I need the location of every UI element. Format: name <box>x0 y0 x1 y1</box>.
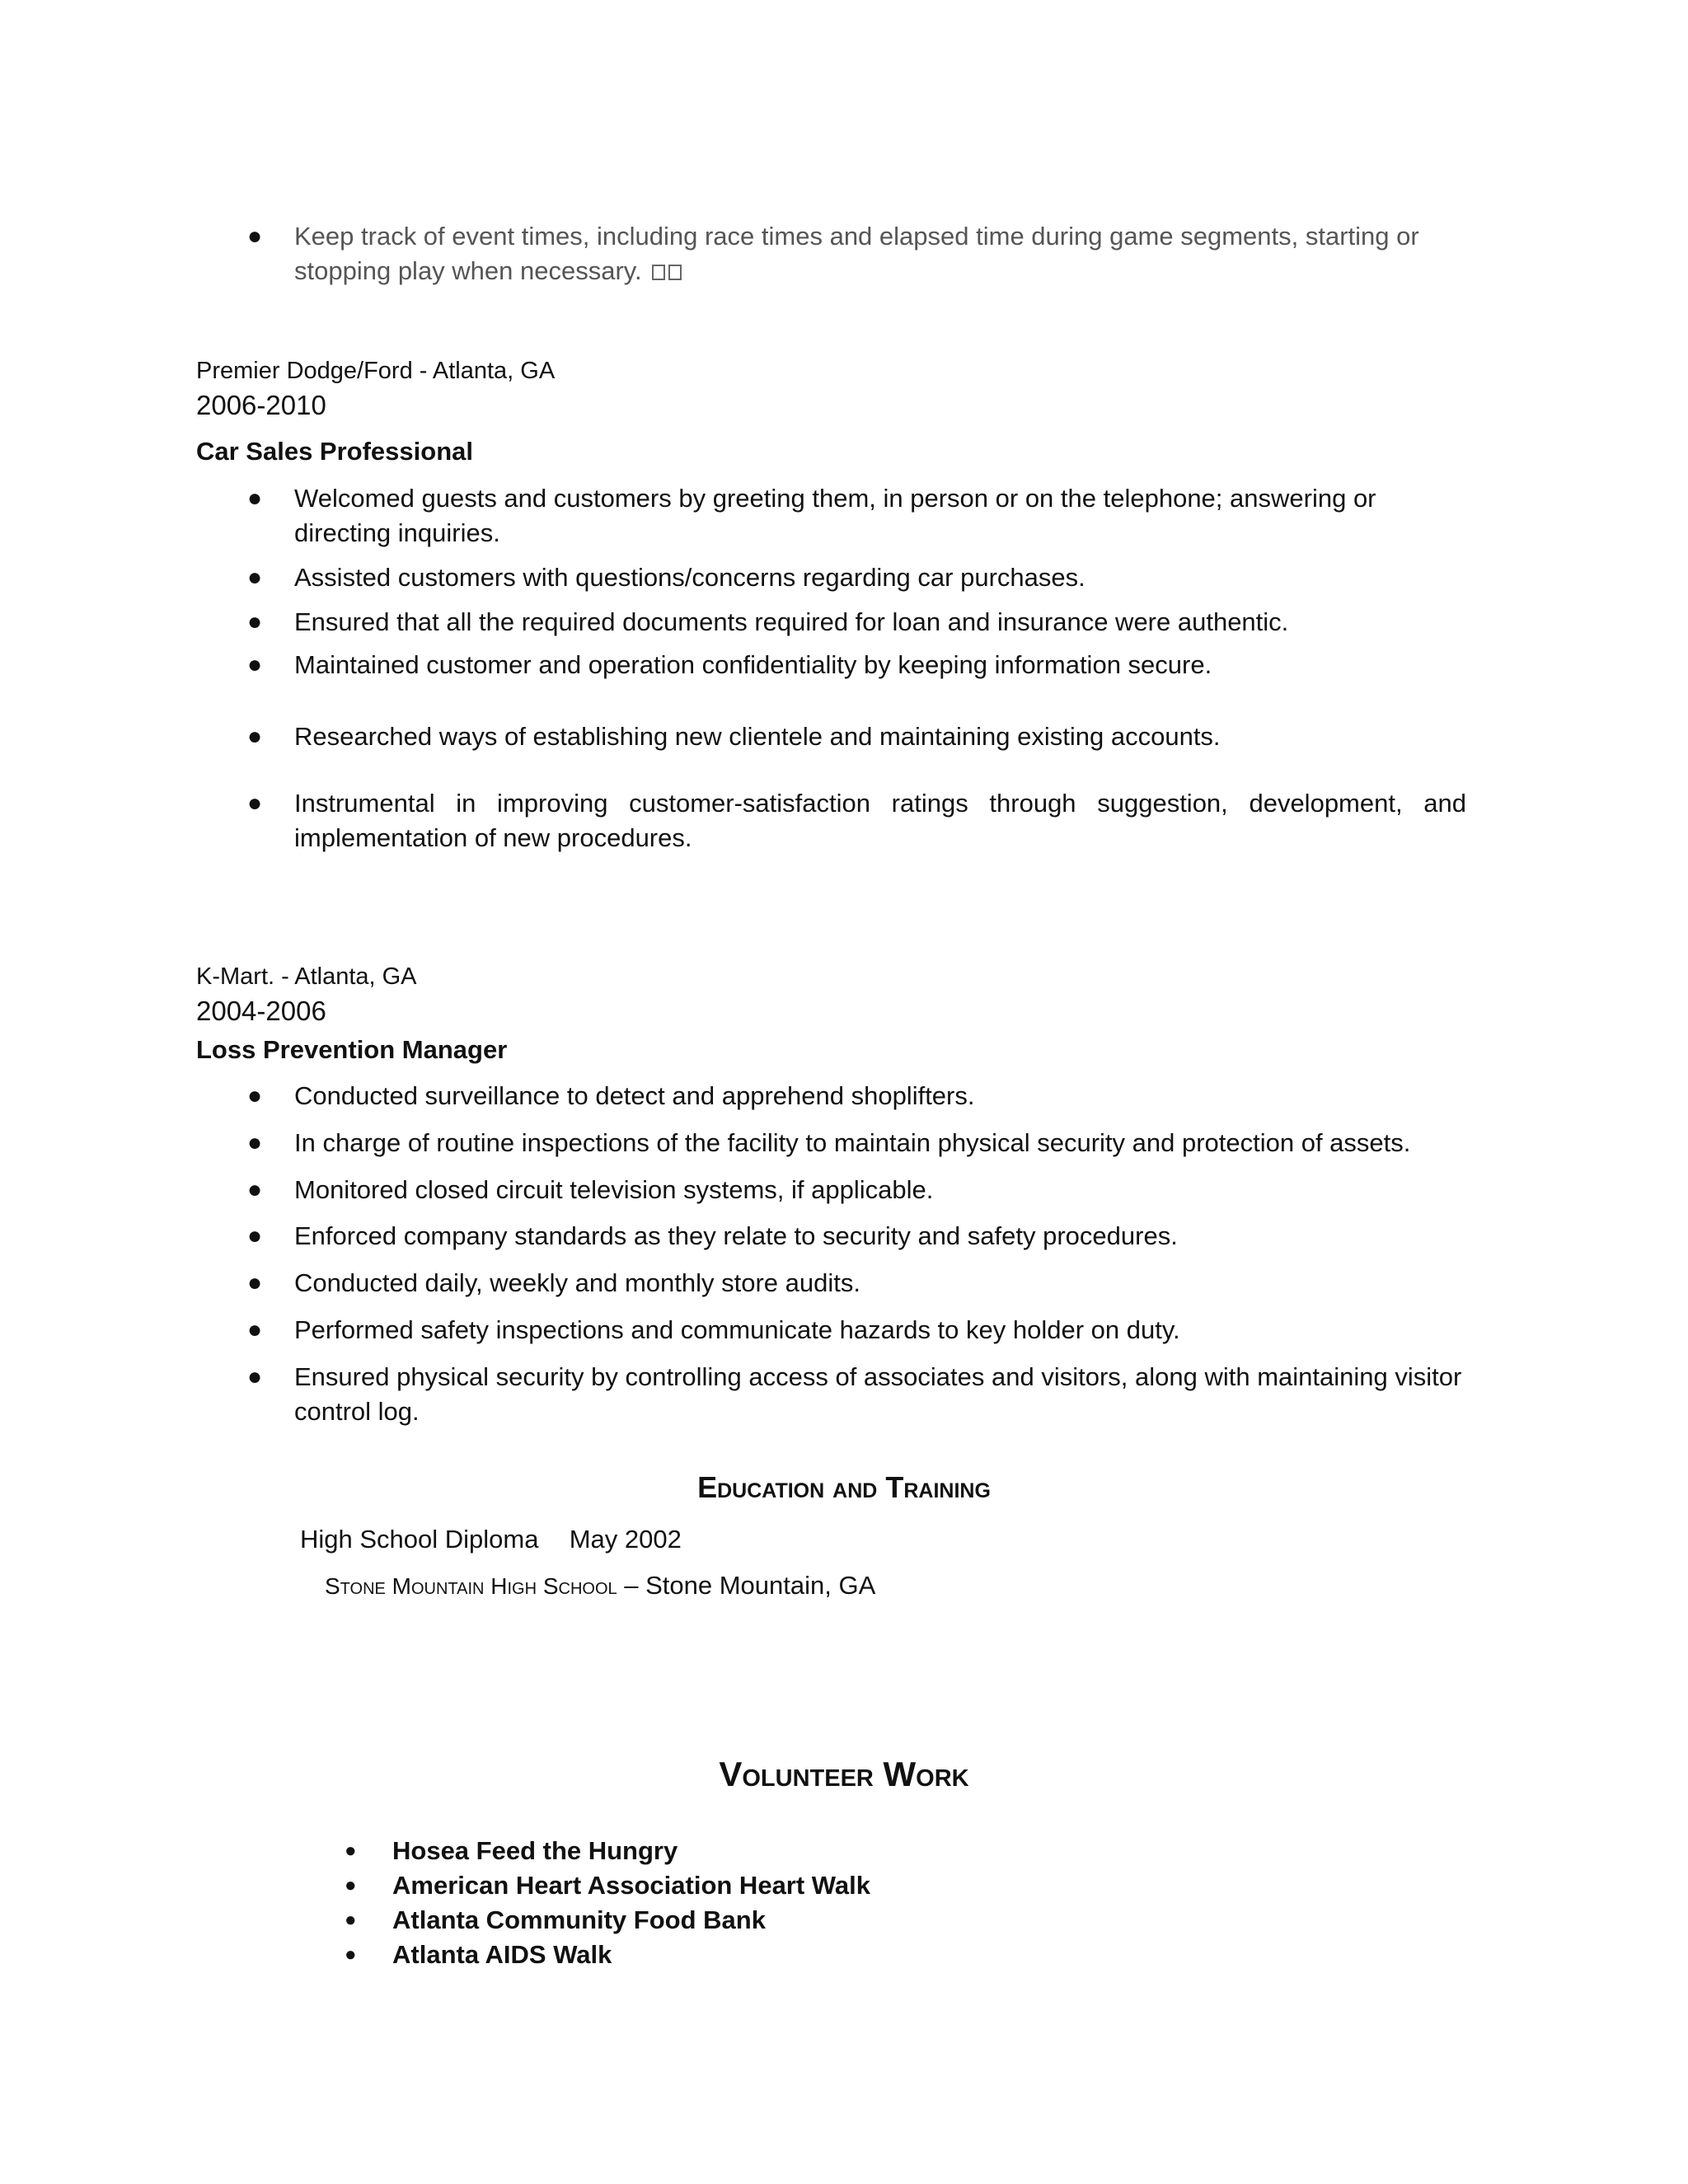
intro-bullet-label: Keep track of event times, including race times and elapsed time during game segments, starting or stopping play when necessary. <box>294 222 1419 285</box>
bullet-icon: ● <box>247 1082 263 1109</box>
bullet-icon: ● <box>247 790 263 817</box>
job-title: Car Sales Professional <box>196 437 473 466</box>
missing-glyph-icon <box>652 265 665 280</box>
bullet-icon: ● <box>247 1222 263 1249</box>
education-school-line <box>325 1568 875 1604</box>
company-name: Premier Dodge/Ford - Atlanta, GA <box>196 358 556 384</box>
bullet-text: Performed safety inspections and communicate hazards to key holder on duty. <box>294 1315 1180 1344</box>
bullet-icon: ● <box>345 1909 357 1931</box>
bullet-icon: ● <box>345 1840 357 1862</box>
volunteer-item: Atlanta Community Food Bank <box>392 1905 766 1934</box>
bullet-icon: ● <box>247 651 263 678</box>
bullet-text: Maintained customer and operation confidentiality by keeping information secure. <box>294 650 1212 679</box>
school-name: Stone Mountain High School <box>325 1573 617 1599</box>
school-location: Stone Mountain, GA <box>645 1571 876 1600</box>
degree-date: May 2002 <box>569 1525 682 1554</box>
bullet-icon: ● <box>247 723 263 750</box>
bullet-text: In charge of routine inspections of the facility to maintain physical security and protection of assets. <box>294 1128 1411 1157</box>
job-dates: 2004-2006 <box>196 996 326 1026</box>
degree-name: High School Diploma <box>300 1525 539 1554</box>
bullet-icon: ● <box>345 1943 357 1966</box>
education-degree-line <box>300 1522 682 1557</box>
school-separator: – <box>617 1571 646 1600</box>
bullet-text: Ensured that all the required documents required for loan and insurance were authentic. <box>294 607 1289 636</box>
bullet-text: Conducted daily, weekly and monthly store audits. <box>294 1268 860 1297</box>
bullet-icon: ● <box>247 1363 263 1390</box>
bullet-text: Welcomed guests and customers by greeting them, in person or on the telephone; answering or directing inquiries. <box>294 484 1376 547</box>
volunteer-item: American Heart Association Heart Walk <box>392 1871 871 1900</box>
bullet-icon: ● <box>247 485 263 512</box>
bullet-text: Ensured physical security by controlling access of associates and visitors, along with maintaining visitor control log. <box>294 1362 1462 1426</box>
bullet-icon: ● <box>345 1874 357 1896</box>
bullet-text: Conducted surveillance to detect and apprehend shoplifters. <box>294 1081 975 1110</box>
intro-bullet-text <box>294 219 1481 288</box>
bullet-icon: ● <box>247 1176 263 1203</box>
bullet-text: Assisted customers with questions/concerns regarding car purchases. <box>294 563 1085 592</box>
bullet-icon: ● <box>247 608 263 635</box>
section-heading-volunteer: Volunteer Work <box>719 1755 969 1793</box>
bullet-icon: ● <box>247 564 263 591</box>
bullet-text: Monitored closed circuit television systems, if applicable. <box>294 1175 934 1204</box>
bullet-icon: ● <box>247 223 263 250</box>
bullet-icon: ● <box>247 1129 263 1156</box>
section-heading-education: Education and Training <box>697 1470 991 1504</box>
bullet-icon: ● <box>247 1316 263 1343</box>
volunteer-item: Hosea Feed the Hungry <box>392 1836 678 1865</box>
company-name: K-Mart. - Atlanta, GA <box>196 963 417 990</box>
bullet-text: Enforced company standards as they relate to security and safety procedures. <box>294 1221 1178 1250</box>
volunteer-item: Atlanta AIDS Walk <box>392 1940 612 1969</box>
bullet-text: Instrumental in improving customer-satisfaction ratings through suggestion, development, and implementation of new procedures. <box>294 789 1466 852</box>
bullet-text: Researched ways of establishing new clientele and maintaining existing accounts. <box>294 722 1221 751</box>
missing-glyph-icon <box>668 265 682 280</box>
bullet-icon: ● <box>247 1269 263 1296</box>
job-title: Loss Prevention Manager <box>196 1035 508 1064</box>
job-dates: 2006-2010 <box>196 390 326 420</box>
